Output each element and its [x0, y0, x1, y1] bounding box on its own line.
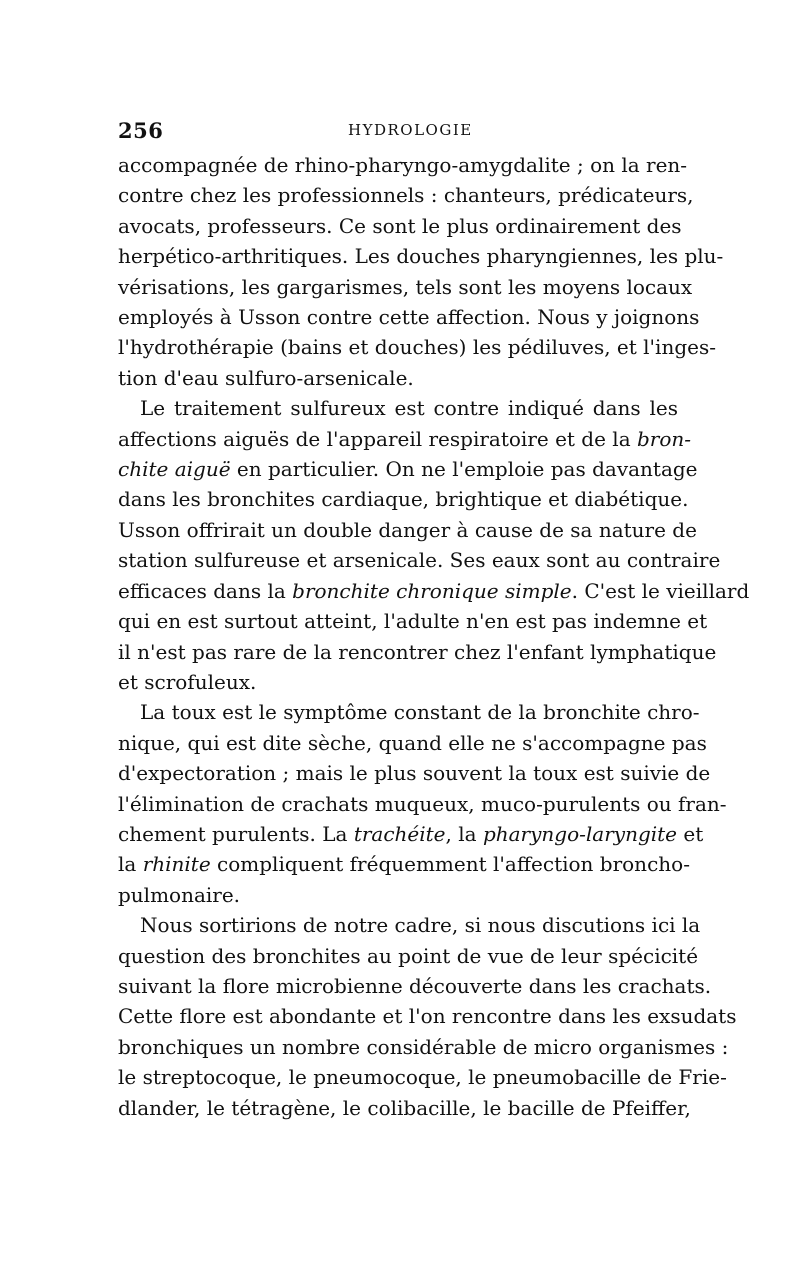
text-line: [118, 393, 678, 423]
text-line: [118, 1001, 737, 1031]
text-line: [118, 454, 698, 484]
paragraph: [118, 697, 727, 910]
text-line: [118, 910, 701, 940]
text-run: tion d'eau sulfuro-arsenicale.: [118, 365, 414, 390]
text-run: employés à Usson contre cette affection. Nous y joignons: [118, 305, 700, 330]
text-run: affections aiguës de l'appareil respiratoire et de la: [118, 426, 637, 451]
text-run: dans les bronchites cardiaque, brightique et diabétique.: [118, 487, 689, 512]
italic-term: bron-: [636, 426, 692, 451]
text-run: la: [118, 852, 143, 877]
paragraph: [118, 393, 750, 697]
text-line: [118, 180, 694, 210]
text-run: pulmonaire.: [118, 882, 241, 907]
text-run: Nous sortirions de notre cadre, si nous discutions ici la: [140, 913, 701, 938]
text-line: [118, 545, 721, 575]
text-run: La toux est le symptôme constant de la bronchite chro-: [140, 700, 700, 725]
text-run: , la: [445, 821, 483, 846]
page-number: 256: [118, 118, 164, 143]
text-line: [118, 1032, 729, 1062]
text-run: le streptocoque, le pneumocoque, le pneumobacille de Frie-: [118, 1065, 727, 1090]
text-run: accompagnée de rhino-pharyngo-amygdalite ; on la ren-: [118, 153, 688, 177]
paragraph: [118, 910, 737, 1123]
text-run: suivant la flore microbienne découverte dans les crachats.: [118, 973, 712, 998]
text-line: [118, 363, 678, 393]
paragraph: [118, 150, 724, 393]
text-run: question des bronchites au point de vue de leur spécicité: [118, 943, 699, 968]
text-line: [118, 971, 712, 1001]
italic-term: pharyngo-laryngite: [482, 821, 678, 846]
text-line: [118, 576, 750, 606]
text-line: [118, 849, 690, 879]
text-run: herpético-arthritiques. Les douches pharyngiennes, les plu-: [118, 244, 724, 269]
text-line: [118, 728, 707, 758]
text-run: vérisations, les gargarismes, tels sont les moyens locaux: [118, 274, 693, 299]
text-line: [118, 515, 697, 545]
text-line: [118, 819, 704, 849]
text-line: [118, 332, 716, 362]
text-line: [118, 697, 700, 727]
italic-term: trachéite: [353, 821, 446, 846]
text-run: il n'est pas rare de la rencontrer chez l'enfant lymphatique: [118, 639, 717, 664]
running-title: HYDROLOGIE: [348, 121, 473, 139]
text-line: [118, 424, 692, 454]
text-run: qui en est surtout atteint, l'adulte n'en est pas indemne et: [118, 609, 708, 634]
text-run: et scrofuleux.: [118, 669, 257, 694]
text-run: Le traitement sulfureux est contre indiqué dans les: [140, 396, 678, 421]
text-line: [118, 880, 678, 910]
text-run: en particulier. On ne l'emploie pas davantage: [230, 457, 698, 482]
text-line: [118, 606, 708, 636]
text-line: [118, 1062, 727, 1092]
text-run: Cette flore est abondante et l'on rencontre dans les exsudats: [118, 1004, 737, 1029]
text-line: [118, 941, 699, 971]
text-line: [118, 272, 693, 302]
text-line: [118, 241, 724, 271]
text-run: dlander, le tétragène, le colibacille, le bacille de Pfeiffer,: [118, 1095, 691, 1120]
text-line: [118, 667, 678, 697]
text-line: [118, 484, 689, 514]
text-run: avocats, professeurs. Ce sont le plus ordinairement des: [118, 213, 682, 238]
text-run: nique, qui est dite sèche, quand elle ne s'accompagne pas: [118, 730, 707, 755]
text-run: chement purulents. La: [118, 821, 354, 846]
text-run: efficaces dans la: [118, 578, 293, 603]
body-text: [118, 150, 750, 1123]
italic-term: rhinite: [142, 852, 211, 877]
text-run: d'expectoration ; mais le plus souvent la toux est suivie de: [118, 761, 711, 786]
text-run: station sulfureuse et arsenicale. Ses eaux sont au contraire: [118, 548, 721, 573]
text-line: [118, 150, 688, 180]
text-line: [118, 1093, 691, 1123]
text-run: l'élimination de crachats muqueux, muco-purulents ou fran-: [118, 791, 727, 816]
italic-term: chite aiguë: [118, 457, 231, 482]
text-line: [118, 302, 700, 332]
text-run: contre chez les professionnels : chanteurs, prédicateurs,: [118, 183, 694, 208]
text-run: compliquent fréquemment l'affection broncho-: [210, 852, 690, 877]
italic-term: bronchite chronique simple: [292, 578, 572, 603]
text-run: et: [677, 821, 704, 846]
text-line: [118, 211, 682, 241]
text-line: [118, 758, 711, 788]
text-run: . C'est le vieillard: [571, 578, 750, 603]
running-head: [118, 118, 678, 148]
text-run: l'hydrothérapie (bains et douches) les pédiluves, et l'inges-: [118, 335, 716, 360]
text-line: [118, 789, 727, 819]
text-line: [118, 637, 717, 667]
text-run: Usson offrirait un double danger à cause de sa nature de: [118, 517, 697, 542]
text-run: bronchiques un nombre considérable de micro organismes :: [118, 1034, 729, 1059]
